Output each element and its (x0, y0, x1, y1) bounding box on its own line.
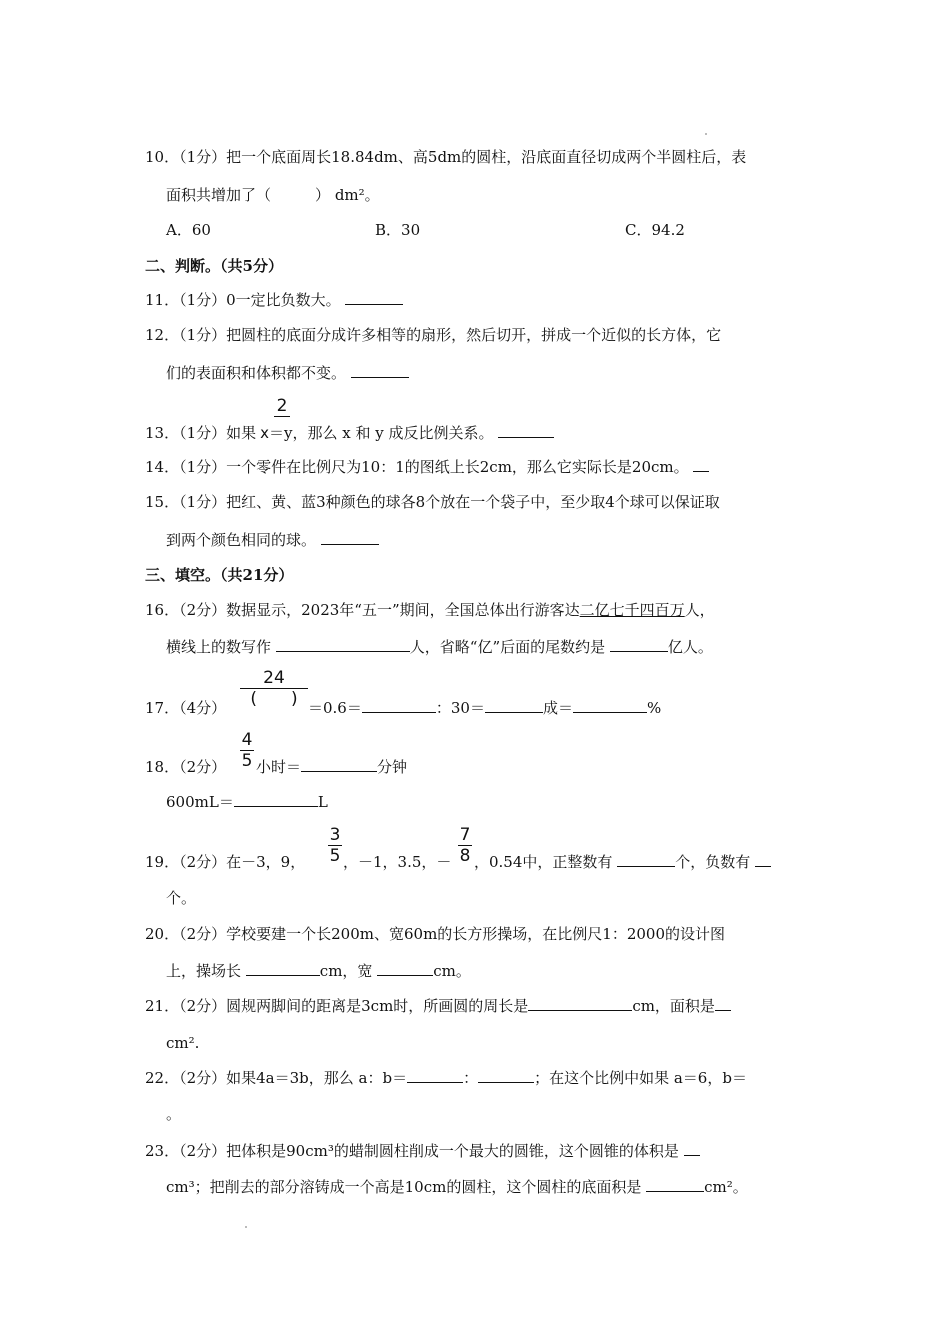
q18-label: 18．（2分） (145, 758, 227, 776)
q16-underlined-number: 二亿七千四百万 (579, 601, 685, 619)
scan-speck (245, 1226, 247, 1228)
q13-numerator: 2 (276, 396, 288, 416)
q21-blank-1[interactable] (528, 996, 632, 1011)
q20-line2a: 上，操场长 (166, 962, 242, 980)
q13-fraction (274, 397, 290, 418)
q18-line2a: 600mL＝ (166, 793, 234, 811)
q19-f2-numerator: 7 (459, 825, 471, 845)
q18-rest (256, 757, 407, 777)
q10-option-c: C．94.2 (625, 221, 685, 239)
q20-line2c: cm。 (433, 962, 471, 980)
q17-blank-3[interactable] (573, 698, 647, 713)
q16-line1a: 16．（2分）数据显示，2023年“五一”期间，全国总体出行游客达 (145, 601, 580, 619)
q10-line2b: ） (315, 186, 331, 204)
q23-line2a: cm³；把削去的部分溶铸成一个高是10cm的圆柱，这个圆柱的底面积是 (166, 1178, 642, 1196)
q23-blank-1[interactable] (684, 1141, 700, 1156)
q17-blank-2[interactable] (485, 698, 543, 713)
q13-answer-blank[interactable] (498, 423, 554, 438)
q18-line2 (166, 792, 328, 812)
q10-unit: dm²。 (334, 186, 380, 204)
q19-t2: 个，负数有 (675, 853, 751, 871)
q19-blank-2[interactable] (755, 852, 771, 867)
q22-line1 (145, 1068, 747, 1088)
q22-line1b: ： (463, 1069, 479, 1087)
q17-t3: 成＝ (542, 699, 573, 717)
q12-answer-blank[interactable] (351, 363, 409, 378)
q22-line1a: 22．（2分）如果4a＝3b，那么 a：b＝ (145, 1069, 408, 1087)
q23-line1 (145, 1141, 700, 1161)
q13-prefix: 13．（1分）如果 (145, 424, 257, 442)
q18-numerator: 4 (241, 730, 253, 750)
q17-blank-1[interactable] (362, 698, 436, 713)
q19-t1: ，0.54中，正整数有 (474, 853, 613, 871)
q21-line1a: 21．（2分）圆规两脚间的距离是3cm时，所画圆的周长是 (145, 997, 529, 1015)
q17-rest (308, 698, 661, 718)
q20-line1: 20．（2分）学校要建一个长200m、宽60m的长方形操场，在比例尺1：2000的设计图 (145, 925, 726, 943)
q10-line2 (166, 185, 380, 205)
q18-blank-1[interactable] (301, 757, 377, 772)
q19-part-1: 19．（2分）在－3，9， (145, 853, 306, 871)
q18-t2: 分钟 (377, 758, 408, 776)
q16-line2c: 亿人。 (667, 638, 713, 656)
q21-line2: cm². (166, 1034, 200, 1052)
q17-numerator: 24 (263, 668, 285, 688)
section-3-heading: 三、填空。（共21分） (145, 566, 294, 584)
q12-line2-text: 们的表面积和体积都不变。 (166, 364, 347, 382)
q23-blank-2[interactable] (646, 1177, 704, 1192)
q20-line2 (166, 961, 471, 981)
q15-line2-text: 到两个颜色相同的球。 (166, 531, 317, 549)
q16-blank-1[interactable] (276, 637, 410, 652)
q13-denominator: x (260, 424, 270, 442)
q15-line2 (166, 530, 379, 550)
q19-blank-1[interactable] (617, 852, 675, 867)
q10-line1: 10．（1分）把一个底面周长18.84dm、高5dm的圆柱，沿底面直径切成两个半圆柱后，表 (145, 148, 747, 166)
q19-fraction-1 (328, 826, 342, 865)
q11-answer-blank[interactable] (345, 290, 403, 305)
q19-line2: 个。 (166, 889, 197, 907)
q21-line1b: cm，面积是 (632, 997, 715, 1015)
q10-option-b: B．30 (375, 221, 421, 239)
q20-blank-2[interactable] (377, 961, 433, 976)
q23-line2b: cm²。 (704, 1178, 748, 1196)
q20-blank-1[interactable] (246, 961, 320, 976)
q19-f1-numerator: 3 (329, 825, 341, 845)
q18-line2b: L (317, 793, 328, 811)
q17-denominator: ( ) (250, 689, 298, 709)
q16-blank-2[interactable] (610, 637, 668, 652)
q19-f1-denominator: 5 (329, 846, 341, 866)
section-2-heading: 二、判断。（共5分） (145, 257, 283, 275)
q23-line1a: 23．（2分）把体积是90cm³的蜡制圆柱削成一个最大的圆锥，这个圆锥的体积是 (145, 1142, 679, 1160)
q23-line2 (166, 1177, 748, 1197)
q11 (145, 290, 403, 310)
q18-blank-2[interactable] (234, 792, 318, 807)
q12-line2 (166, 363, 409, 383)
q16-line2b: 人，省略“亿”后面的尾数约是 (409, 638, 606, 656)
q22-blank-1[interactable] (407, 1068, 463, 1083)
q17-t1: ＝0.6＝ (308, 699, 362, 717)
q18-fraction (240, 731, 254, 770)
q13-text: ＝y，那么 x 和 y 成反比例关系。 (269, 424, 494, 442)
q19-fraction-2 (458, 826, 472, 865)
q17-label: 17．（4分） (145, 699, 227, 717)
q15-line1: 15．（1分）把红、黄、蓝3种颜色的球各8个放在一个袋子中，至少取4个球可以保证取 (145, 493, 720, 511)
q21-blank-2[interactable] (715, 996, 731, 1011)
q14 (145, 457, 709, 477)
scan-speck (705, 133, 707, 135)
q16-line2a: 横线上的数写作 (166, 638, 272, 656)
q18-t1: 小时＝ (256, 758, 302, 776)
q19-part-3 (474, 852, 771, 872)
q19-part-2: ，－1，3.5，－ (343, 853, 452, 871)
q21-line1 (145, 996, 731, 1016)
q17-t2: ：30＝ (435, 699, 485, 717)
q17-fraction (240, 669, 308, 708)
q22-line2: 。 (166, 1105, 182, 1123)
q22-blank-2[interactable] (478, 1068, 534, 1083)
q22-line1c: ；在这个比例中如果 a＝6，b＝ (534, 1069, 747, 1087)
q15-answer-blank[interactable] (321, 530, 379, 545)
q17-t4: % (646, 699, 662, 717)
q14-text: 14．（1分）一个零件在比例尺为10：1的图纸上长2cm，那么它实际长是20cm。 (145, 458, 689, 476)
q19-f2-denominator: 8 (459, 846, 471, 866)
q13 (145, 423, 554, 443)
q16-line1 (145, 600, 715, 620)
q16-line1b: 人， (684, 601, 715, 619)
q18-denominator: 5 (241, 751, 253, 771)
q14-answer-blank[interactable] (693, 457, 709, 472)
q10-line2a: 面积共增加了（ (166, 186, 272, 204)
q11-text: 11．（1分）0一定比负数大。 (145, 291, 341, 309)
q16-line2 (166, 637, 713, 657)
q20-line2b: cm，宽 (319, 962, 373, 980)
q10-option-a: A．60 (166, 221, 211, 239)
q12-line1: 12．（1分）把圆柱的底面分成许多相等的扇形，然后切开，拼成一个近似的长方体，它 (145, 326, 722, 344)
